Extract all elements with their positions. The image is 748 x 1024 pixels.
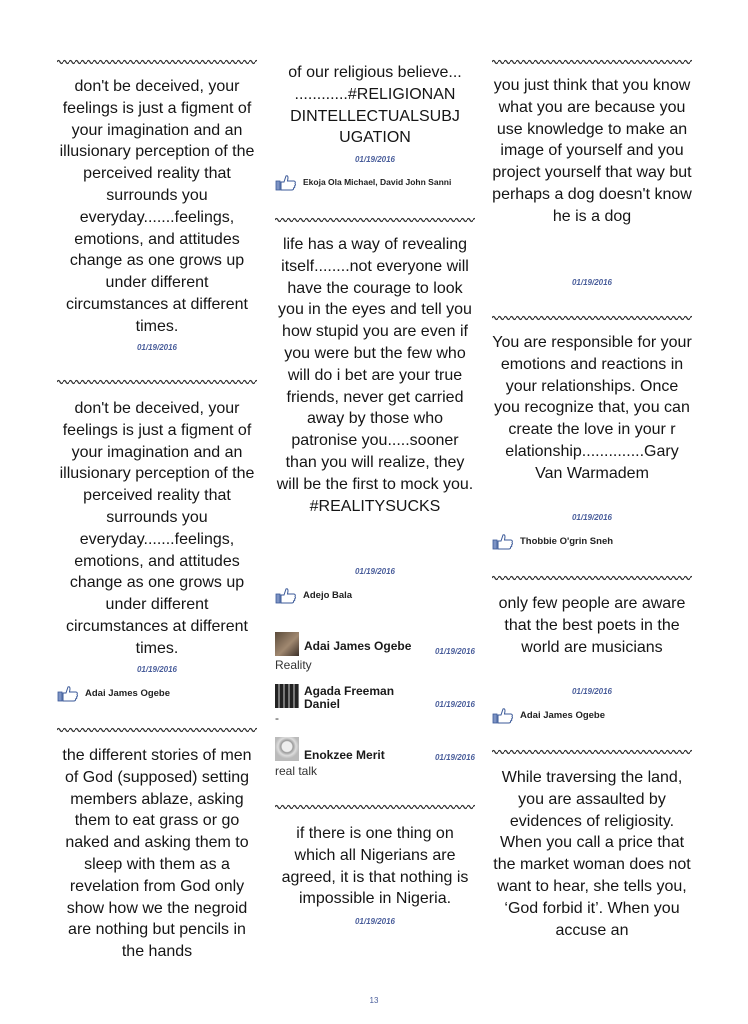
post-likes[interactable] (492, 705, 605, 725)
post-text: life has a way of revealing itself........not everyone will have the courage to look you in the eyes and tell you how stupid you are even if you were but the few who will do i bet are your true friends, never get carried away by those who patronise you.....sooner than you will realize, they will be the first to mock you. #REALITYSUCKS (276, 236, 474, 515)
post-date: 01/19/2016 (136, 343, 178, 352)
post-text: you just think that you know what you are because you use knowledge to make an image of yourself and you project yourself that way but perhaps a dog doesn't know he is a dog (492, 77, 692, 225)
page-number: 13 (369, 996, 379, 1005)
post-text: You are responsible for your emotions and reactions in your relationships. Once you recognize that, you can create the love in your r elationship..............Gary Van Warmadem (492, 334, 692, 482)
post-text: the different stories of men of God (supposed) setting members ablaze, asking them to eat grass or go naked and asking them to sleep with them as a revelation from God only show how we the negroid are nothing but pencils in the hands (62, 747, 252, 961)
avatar[interactable] (275, 737, 299, 761)
post-text: if there is one thing on which all Nigerians are agreed, it is that nothing is impossible in Nigeria. (281, 825, 469, 908)
post-date: 01/19/2016 (571, 513, 613, 522)
post-text: only few people are aware that the best poets in the world are musicians (498, 595, 686, 656)
wavy-separator (492, 313, 692, 323)
post-date: 01/19/2016 (354, 567, 396, 576)
likes-names: Thobbie O'grin Sneh (520, 535, 614, 547)
thumbs-up-icon (57, 685, 79, 702)
wavy-separator (57, 57, 257, 67)
comment-text: Reality (275, 658, 312, 672)
likes-names: Adai James Ogebe (520, 709, 606, 721)
comment-text: - (275, 711, 279, 725)
post-date: 01/19/2016 (354, 917, 396, 926)
wavy-separator (275, 215, 475, 225)
comment-author[interactable]: Enokzee Merit (304, 748, 385, 762)
thumbs-up-icon (492, 707, 514, 724)
wavy-separator (492, 573, 692, 583)
comment-date: 01/19/2016 (434, 753, 475, 762)
thumbs-up-icon (492, 533, 514, 550)
comment-author[interactable]: Adai James Ogebe (304, 639, 412, 653)
wavy-separator (492, 57, 692, 67)
thumbs-up-icon (275, 174, 297, 191)
comment-date: 01/19/2016 (434, 647, 475, 656)
wavy-separator (275, 802, 475, 812)
wavy-separator (57, 725, 257, 735)
thumbs-up-icon (275, 587, 297, 604)
likes-names: Adai James Ogebe (85, 687, 171, 699)
comment-author[interactable]: Agada Freeman Daniel (304, 684, 395, 711)
post-date: 01/19/2016 (354, 155, 396, 164)
wavy-separator (492, 747, 692, 757)
likes-names: Adejo Bala (303, 589, 353, 601)
comment-date: 01/19/2016 (434, 700, 475, 709)
post-date: 01/19/2016 (571, 687, 613, 696)
wavy-separator (57, 377, 257, 387)
comment-text: real talk (275, 764, 318, 778)
post-likes[interactable] (492, 531, 613, 551)
post-text: don't be deceived, your feelings is just a figment of your imagination and an illusionary perception of the perceived reality that surrounds you everyday.......feelings, emotions, and attitudes change as one grows up under different circumstances at different times. (59, 78, 255, 335)
avatar[interactable] (275, 632, 299, 656)
avatar[interactable] (275, 684, 299, 708)
likes-names: Ekoja Ola Michael, David John Sanni (303, 177, 452, 187)
post-likes[interactable] (275, 585, 352, 605)
post-date: 01/19/2016 (136, 665, 178, 674)
post-text: While traversing the land, you are assaulted by evidences of religiosity. When you call a price that the market woman does not want to hear, she tells you, ‘God forbid it’. When you accuse an (493, 769, 691, 939)
post-date: 01/19/2016 (571, 278, 613, 287)
post-likes[interactable] (275, 172, 451, 192)
post-text: of our religious believe... ............#RELIGIONAN DINTELLECTUALSUBJ UGATION (288, 64, 462, 147)
post-likes[interactable] (57, 683, 170, 703)
post-text: don't be deceived, your feelings is just a figment of your imagination and an illusionary perception of the perceived reality that surrounds you everyday.......feelings, emotions, and attitudes change as one grows up under different circumstances at different times. (59, 400, 255, 657)
